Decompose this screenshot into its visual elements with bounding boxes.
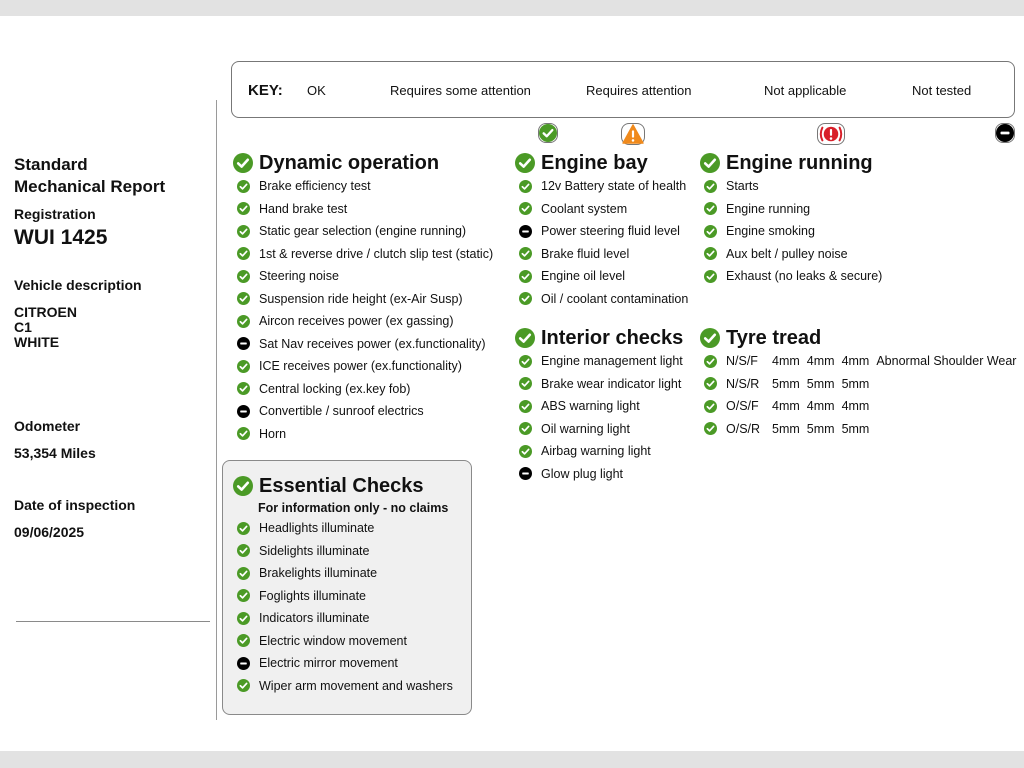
check-item [519, 463, 683, 486]
check-item [519, 373, 683, 396]
check-item-label: Engine management light [541, 354, 683, 369]
tyre-depth: 5mm [806, 376, 835, 391]
check-item [519, 418, 683, 441]
check-item-label: Brake fluid level [541, 246, 630, 261]
vehicle-colour: WHITE [14, 334, 60, 350]
check-item [704, 198, 882, 221]
check-circle-icon [515, 328, 535, 348]
check-item [237, 585, 453, 608]
vehicle-model: C1 [14, 319, 32, 335]
check-item-label: Brake wear indicator light [541, 376, 682, 391]
check-item [237, 562, 453, 585]
check-item [237, 517, 453, 540]
check-item [704, 220, 882, 243]
check-item-label: 1st & reverse drive / clutch slip test (static) [259, 246, 494, 261]
key-label: Requires attention [586, 83, 692, 98]
section-header [515, 151, 688, 175]
check-item [519, 243, 688, 266]
check-circle-icon [237, 427, 250, 440]
check-item [237, 630, 453, 653]
check-circle-icon [700, 153, 720, 173]
check-item-label: Horn [259, 426, 287, 441]
check-circle-icon [704, 202, 717, 215]
tyre-depth: 4mm [841, 354, 870, 369]
check-circle-icon [704, 270, 717, 283]
check-item-label: Brakelights illuminate [259, 566, 378, 581]
check-item [704, 265, 882, 288]
check-list [515, 350, 683, 485]
check-item [237, 243, 493, 266]
check-list [515, 175, 688, 310]
check-list [233, 175, 493, 445]
tyre-item [704, 395, 1016, 418]
tyre-reading [726, 422, 876, 436]
vehicle-description-label: Vehicle description [14, 277, 142, 293]
check-item-label: Engine smoking [726, 224, 815, 239]
warning-triangle-icon [621, 123, 645, 145]
section-header [515, 326, 683, 350]
tyre-reading [726, 399, 876, 413]
check-item-label: Brake efficiency test [259, 179, 371, 194]
key-item-warn [390, 62, 531, 119]
check-item-label: Steering noise [259, 269, 339, 284]
section-header [233, 151, 493, 175]
check-item-label: Electric window movement [259, 633, 407, 648]
section-title: Engine running [726, 151, 873, 174]
brake-warning-icon [817, 123, 845, 145]
check-circle-icon [237, 202, 250, 215]
check-item [237, 355, 493, 378]
tyre-depth: 5mm [772, 421, 800, 436]
check-circle-icon [237, 315, 250, 328]
section-subtitle: For information only - no claims [258, 501, 449, 515]
check-item-label: Electric mirror movement [259, 656, 398, 671]
tyre-reading [726, 377, 876, 391]
check-circle-icon [519, 445, 532, 458]
registration-value: WUI 1425 [14, 226, 108, 249]
check-item [237, 220, 493, 243]
check-circle-icon [538, 123, 558, 143]
check-circle-icon [519, 180, 532, 193]
check-list [233, 517, 453, 697]
check-circle-icon [704, 355, 717, 368]
check-item-label: Power steering fluid level [541, 224, 680, 239]
tyre-note: Abnormal Shoulder Wear [876, 354, 1017, 369]
check-item [237, 423, 493, 446]
check-circle-icon [233, 476, 253, 496]
minus-circle-icon [237, 405, 250, 418]
tyre-depth: 4mm [772, 399, 800, 414]
check-circle-icon [519, 377, 532, 390]
date-of-inspection-label: Date of inspection [14, 497, 136, 513]
check-item-label: Aux belt / pulley noise [726, 246, 848, 261]
vertical-divider [216, 100, 217, 720]
check-item [237, 265, 493, 288]
tyre-list [700, 350, 1016, 440]
check-item [237, 198, 493, 221]
check-circle-icon [237, 382, 250, 395]
check-item [519, 198, 688, 221]
minus-circle-icon [995, 123, 1015, 143]
check-item-label: Coolant system [541, 201, 628, 216]
check-circle-icon [237, 180, 250, 193]
section-engine-running [700, 151, 882, 288]
check-circle-icon [519, 202, 532, 215]
check-item [704, 175, 882, 198]
tyre-depth: 4mm [772, 354, 800, 369]
check-circle-icon [237, 292, 250, 305]
check-item-label: Static gear selection (engine running) [259, 224, 467, 239]
check-item-label: Aircon receives power (ex gassing) [259, 314, 454, 329]
check-circle-icon [704, 422, 717, 435]
date-of-inspection-value: 09/06/2025 [14, 524, 85, 540]
check-item-label: Convertible / sunroof electrics [259, 404, 424, 419]
check-item [519, 265, 688, 288]
section-header [700, 326, 1016, 350]
section-title: Interior checks [541, 326, 684, 349]
report-title-line1: Standard [14, 155, 88, 174]
check-item-label: Engine oil level [541, 269, 626, 284]
check-item [237, 333, 493, 356]
check-item [519, 350, 683, 373]
tyre-item [704, 350, 1016, 373]
tyre-position: O/S/F [726, 399, 759, 414]
check-item [519, 175, 688, 198]
check-circle-icon [519, 270, 532, 283]
section-interior-checks [515, 326, 683, 485]
report-title [14, 154, 165, 198]
check-item-label: Glow plug light [541, 466, 623, 481]
tyre-depth: 5mm [841, 376, 870, 391]
section-engine-bay [515, 151, 688, 310]
check-circle-icon [237, 589, 250, 602]
key-item-na [764, 62, 846, 119]
check-circle-icon [237, 634, 250, 647]
check-item [237, 400, 493, 423]
check-circle-icon [237, 360, 250, 373]
check-circle-icon [704, 180, 717, 193]
check-item [704, 243, 882, 266]
check-circle-icon [237, 679, 250, 692]
check-circle-icon [519, 422, 532, 435]
tyre-depth: 5mm [841, 421, 870, 436]
check-circle-icon [237, 270, 250, 283]
check-item [237, 540, 453, 563]
section-essential-checks [233, 474, 453, 697]
check-item [237, 310, 493, 333]
check-item-label: Exhaust (no leaks & secure) [726, 269, 883, 284]
tyre-depth: 4mm [806, 354, 835, 369]
minus-circle-icon [519, 225, 532, 238]
check-item-label: Engine running [726, 201, 811, 216]
tyre-reading [726, 354, 1016, 368]
check-item-label: Hand brake test [259, 201, 348, 216]
check-item [237, 288, 493, 311]
section-dynamic-operation [233, 151, 493, 445]
section-title: Dynamic operation [259, 151, 440, 174]
section-title: Tyre tread [726, 326, 822, 349]
check-item [237, 378, 493, 401]
check-circle-icon [237, 225, 250, 238]
minus-circle-icon [519, 467, 532, 480]
check-item [237, 652, 453, 675]
tyre-depth: 4mm [806, 399, 835, 414]
tyre-item [704, 418, 1016, 441]
section-header [700, 151, 882, 175]
check-item-label: Wiper arm movement and washers [259, 678, 453, 693]
check-item-label: Oil / coolant contamination [541, 291, 689, 306]
check-item-label: Sidelights illuminate [259, 543, 370, 558]
check-item-label: ABS warning light [541, 399, 640, 414]
check-circle-icon [233, 153, 253, 173]
tyre-depth: 5mm [806, 421, 835, 436]
key-item-alert [586, 62, 692, 119]
check-circle-icon [515, 153, 535, 173]
vehicle-description [14, 305, 77, 350]
key-title: KEY: [248, 82, 283, 99]
tyre-depth: 5mm [772, 376, 800, 391]
check-circle-icon [519, 247, 532, 260]
section-header [233, 474, 453, 498]
registration-label: Registration [14, 206, 96, 222]
check-item-label: Oil warning light [541, 421, 630, 436]
check-item-label: Suspension ride height (ex-Air Susp) [259, 291, 463, 306]
vehicle-make: CITROEN [14, 304, 77, 320]
tyre-position: N/S/R [726, 376, 760, 391]
check-circle-icon [519, 355, 532, 368]
check-list [700, 175, 882, 288]
check-circle-icon [704, 225, 717, 238]
check-item [237, 607, 453, 630]
check-circle-icon [237, 567, 250, 580]
check-item [237, 675, 453, 698]
odometer-value: 53,354 Miles [14, 445, 96, 461]
check-item [237, 175, 493, 198]
check-item-label: Starts [726, 179, 759, 194]
tyre-position: O/S/R [726, 421, 761, 436]
check-item [519, 395, 683, 418]
check-item-label: ICE receives power (ex.functionality) [259, 359, 462, 374]
tyre-item [704, 373, 1016, 396]
check-item-label: Sat Nav receives power (ex.functionality) [259, 336, 486, 351]
section-tyre-tread [700, 326, 1016, 440]
minus-circle-icon [237, 657, 250, 670]
check-item [519, 288, 688, 311]
check-circle-icon [704, 400, 717, 413]
check-item-label: Headlights illuminate [259, 521, 375, 536]
key-item-nt [912, 62, 971, 119]
check-circle-icon [237, 612, 250, 625]
check-item [519, 220, 688, 243]
section-title: Essential Checks [259, 474, 424, 497]
check-circle-icon [237, 247, 250, 260]
horizontal-divider [16, 621, 210, 622]
check-circle-icon [519, 292, 532, 305]
check-item [519, 440, 683, 463]
check-item-label: Airbag warning light [541, 444, 651, 459]
key-label: Not tested [912, 83, 972, 98]
key-item-ok [307, 62, 326, 119]
check-circle-icon [704, 247, 717, 260]
odometer-label: Odometer [14, 418, 81, 434]
check-item-label: Central locking (ex.key fob) [259, 381, 411, 396]
section-title: Engine bay [541, 151, 648, 174]
key-label: Not applicable [764, 83, 847, 98]
check-item-label: 12v Battery state of health [541, 179, 687, 194]
tyre-position: N/S/F [726, 354, 758, 369]
check-item-label: Foglights illuminate [259, 588, 366, 603]
key-label: Requires some attention [390, 83, 531, 98]
check-circle-icon [700, 328, 720, 348]
check-item-label: Indicators illuminate [259, 611, 370, 626]
status-key [231, 61, 1015, 118]
check-circle-icon [519, 400, 532, 413]
check-circle-icon [237, 522, 250, 535]
report-title-line2: Mechanical Report [14, 177, 166, 196]
minus-circle-icon [237, 337, 250, 350]
key-label: OK [307, 83, 326, 98]
check-circle-icon [704, 377, 717, 390]
check-circle-icon [237, 544, 250, 557]
tyre-depth: 4mm [841, 399, 870, 414]
